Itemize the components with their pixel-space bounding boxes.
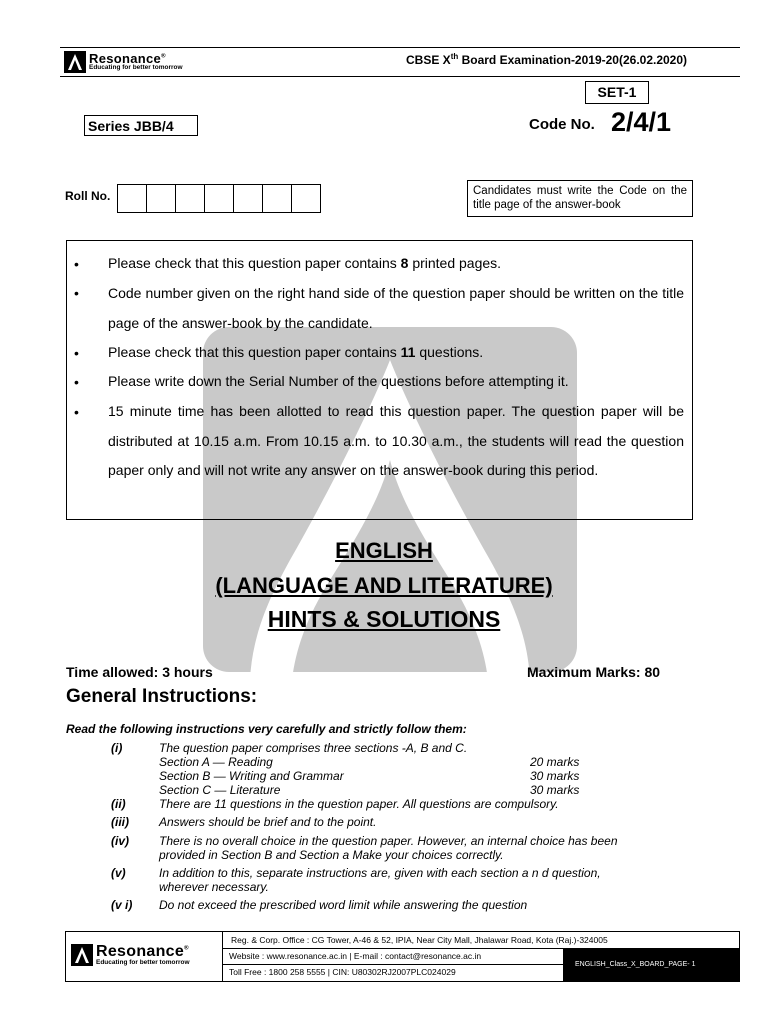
candidate-note: Candidates must write the Code on the title page of the answer-book xyxy=(467,180,693,217)
footer-divider xyxy=(223,964,563,965)
section-b: Section B — Writing and Grammar xyxy=(159,769,344,783)
gi-number: (v i) xyxy=(111,898,133,912)
bullet: • xyxy=(74,404,79,420)
gi-item-3: Answers should be brief and to the point. xyxy=(159,815,377,829)
roll-label: Roll No. xyxy=(65,189,111,203)
section-c: Section C — Literature xyxy=(159,783,281,797)
footer-logo-reg: ® xyxy=(184,945,189,952)
roll-cell xyxy=(262,185,291,212)
instruction-5: 15 minute time has been allotted to read this question paper. The question paper will be distributed at 10.15 a.m. From 10.15 a.m. to 10.30 a.m., the students will read the question paper only and will not write any answer on the answer-book during this period. xyxy=(108,403,684,478)
gi-number: (ii) xyxy=(111,797,126,811)
footer-logo-name: Resonance xyxy=(96,943,185,960)
bullet: • xyxy=(74,285,79,301)
instruction-2: Code number given on the right hand side of the question paper should be written on the title page of the answer-book by the candidate. xyxy=(108,285,684,331)
gi-item-4-line1: There is no overall choice in the question paper. However, an internal choice has been xyxy=(159,834,618,848)
exam-title: CBSE Xth Board Examination-2019-20(26.02.2020) xyxy=(406,52,688,67)
section-a: Section A — Reading xyxy=(159,755,273,769)
maximum-marks: Maximum Marks: 80 xyxy=(527,664,661,680)
bullet: • xyxy=(74,256,79,272)
solutions-title: HINTS & SOLUTIONS xyxy=(267,606,501,632)
logo-reg: ® xyxy=(161,53,166,60)
gi-item-5-line2: wherever necessary. xyxy=(159,880,269,894)
roll-cell xyxy=(117,185,146,212)
gi-number: (v) xyxy=(111,866,126,880)
gi-item-1: The question paper comprises three sections -A, B and C. xyxy=(159,741,468,755)
header-bottom-rule xyxy=(60,76,740,77)
series-box: Series JBB/4 xyxy=(84,115,198,136)
section-c-marks: 30 marks xyxy=(530,783,580,797)
roll-cell xyxy=(175,185,204,212)
footer-tollfree: Toll Free : 1800 258 5555 | CIN: U80302RJ2007PLC024029 xyxy=(229,967,456,977)
footer-logo-tagline: Educating for better tomorrow xyxy=(96,959,190,966)
roll-cell xyxy=(146,185,175,212)
footer-divider xyxy=(222,932,223,981)
bullet: • xyxy=(74,345,79,361)
section-b-marks: 30 marks xyxy=(530,769,580,783)
bullet: • xyxy=(74,374,79,390)
instruction-4: Please write down the Serial Number of the questions before attempting it. xyxy=(108,373,569,389)
footer-logo xyxy=(71,944,190,967)
code-value: 2/4/1 xyxy=(611,107,672,137)
instruction-1: Please check that this question paper contains 8 printed pages. xyxy=(108,255,502,271)
instruction-3: Please check that this question paper contains 11 questions. xyxy=(108,344,484,360)
gi-item-5-line1: In addition to this, separate instructions are, given with each section a n d question, xyxy=(159,866,601,880)
footer-address: Reg. & Corp. Office : CG Tower, A-46 & 52, IPIA, Near City Mall, Jhalawar Road, Kota (Raj.)-324005 xyxy=(231,935,608,945)
gi-number: (i) xyxy=(111,741,123,755)
roll-number-boxes xyxy=(117,184,321,213)
resonance-logo-icon xyxy=(71,944,93,966)
gi-number: (iii) xyxy=(111,815,129,829)
time-allowed: Time allowed: 3 hours xyxy=(66,664,213,680)
header-top-rule xyxy=(60,47,740,48)
resonance-logo-icon xyxy=(64,51,86,73)
gi-number: (iv) xyxy=(111,834,129,848)
general-intro: Read the following instructions very carefully and strictly follow them: xyxy=(66,722,467,736)
roll-cell xyxy=(291,185,320,212)
set-badge: SET-1 xyxy=(585,81,649,104)
logo-name: Resonance xyxy=(89,51,162,67)
general-instructions-heading: General Instructions: xyxy=(66,686,258,707)
roll-cell xyxy=(233,185,262,212)
subject-title: ENGLISH xyxy=(335,538,433,563)
footer xyxy=(65,931,740,982)
gi-item-6: Do not exceed the prescribed word limit while answering the question xyxy=(159,898,528,912)
gi-item-4-line2: provided in Section B and Section a Make your choices correctly. xyxy=(159,848,504,862)
subject-subtitle: (LANGUAGE AND LITERATURE) xyxy=(215,573,553,598)
section-a-marks: 20 marks xyxy=(530,755,580,769)
code-label: Code No. xyxy=(529,116,595,133)
footer-page-label: ENGLISH_Class_X_BOARD_PAGE- 1 xyxy=(563,949,740,981)
roll-cell xyxy=(204,185,233,212)
header-logo xyxy=(64,51,183,73)
footer-website: Website : www.resonance.ac.in | E-mail : contact@resonance.ac.in xyxy=(229,951,482,961)
logo-tagline: Educating for better tomorrow xyxy=(89,64,183,72)
gi-item-2: There are 11 questions in the question paper. All questions are compulsory. xyxy=(159,797,559,811)
